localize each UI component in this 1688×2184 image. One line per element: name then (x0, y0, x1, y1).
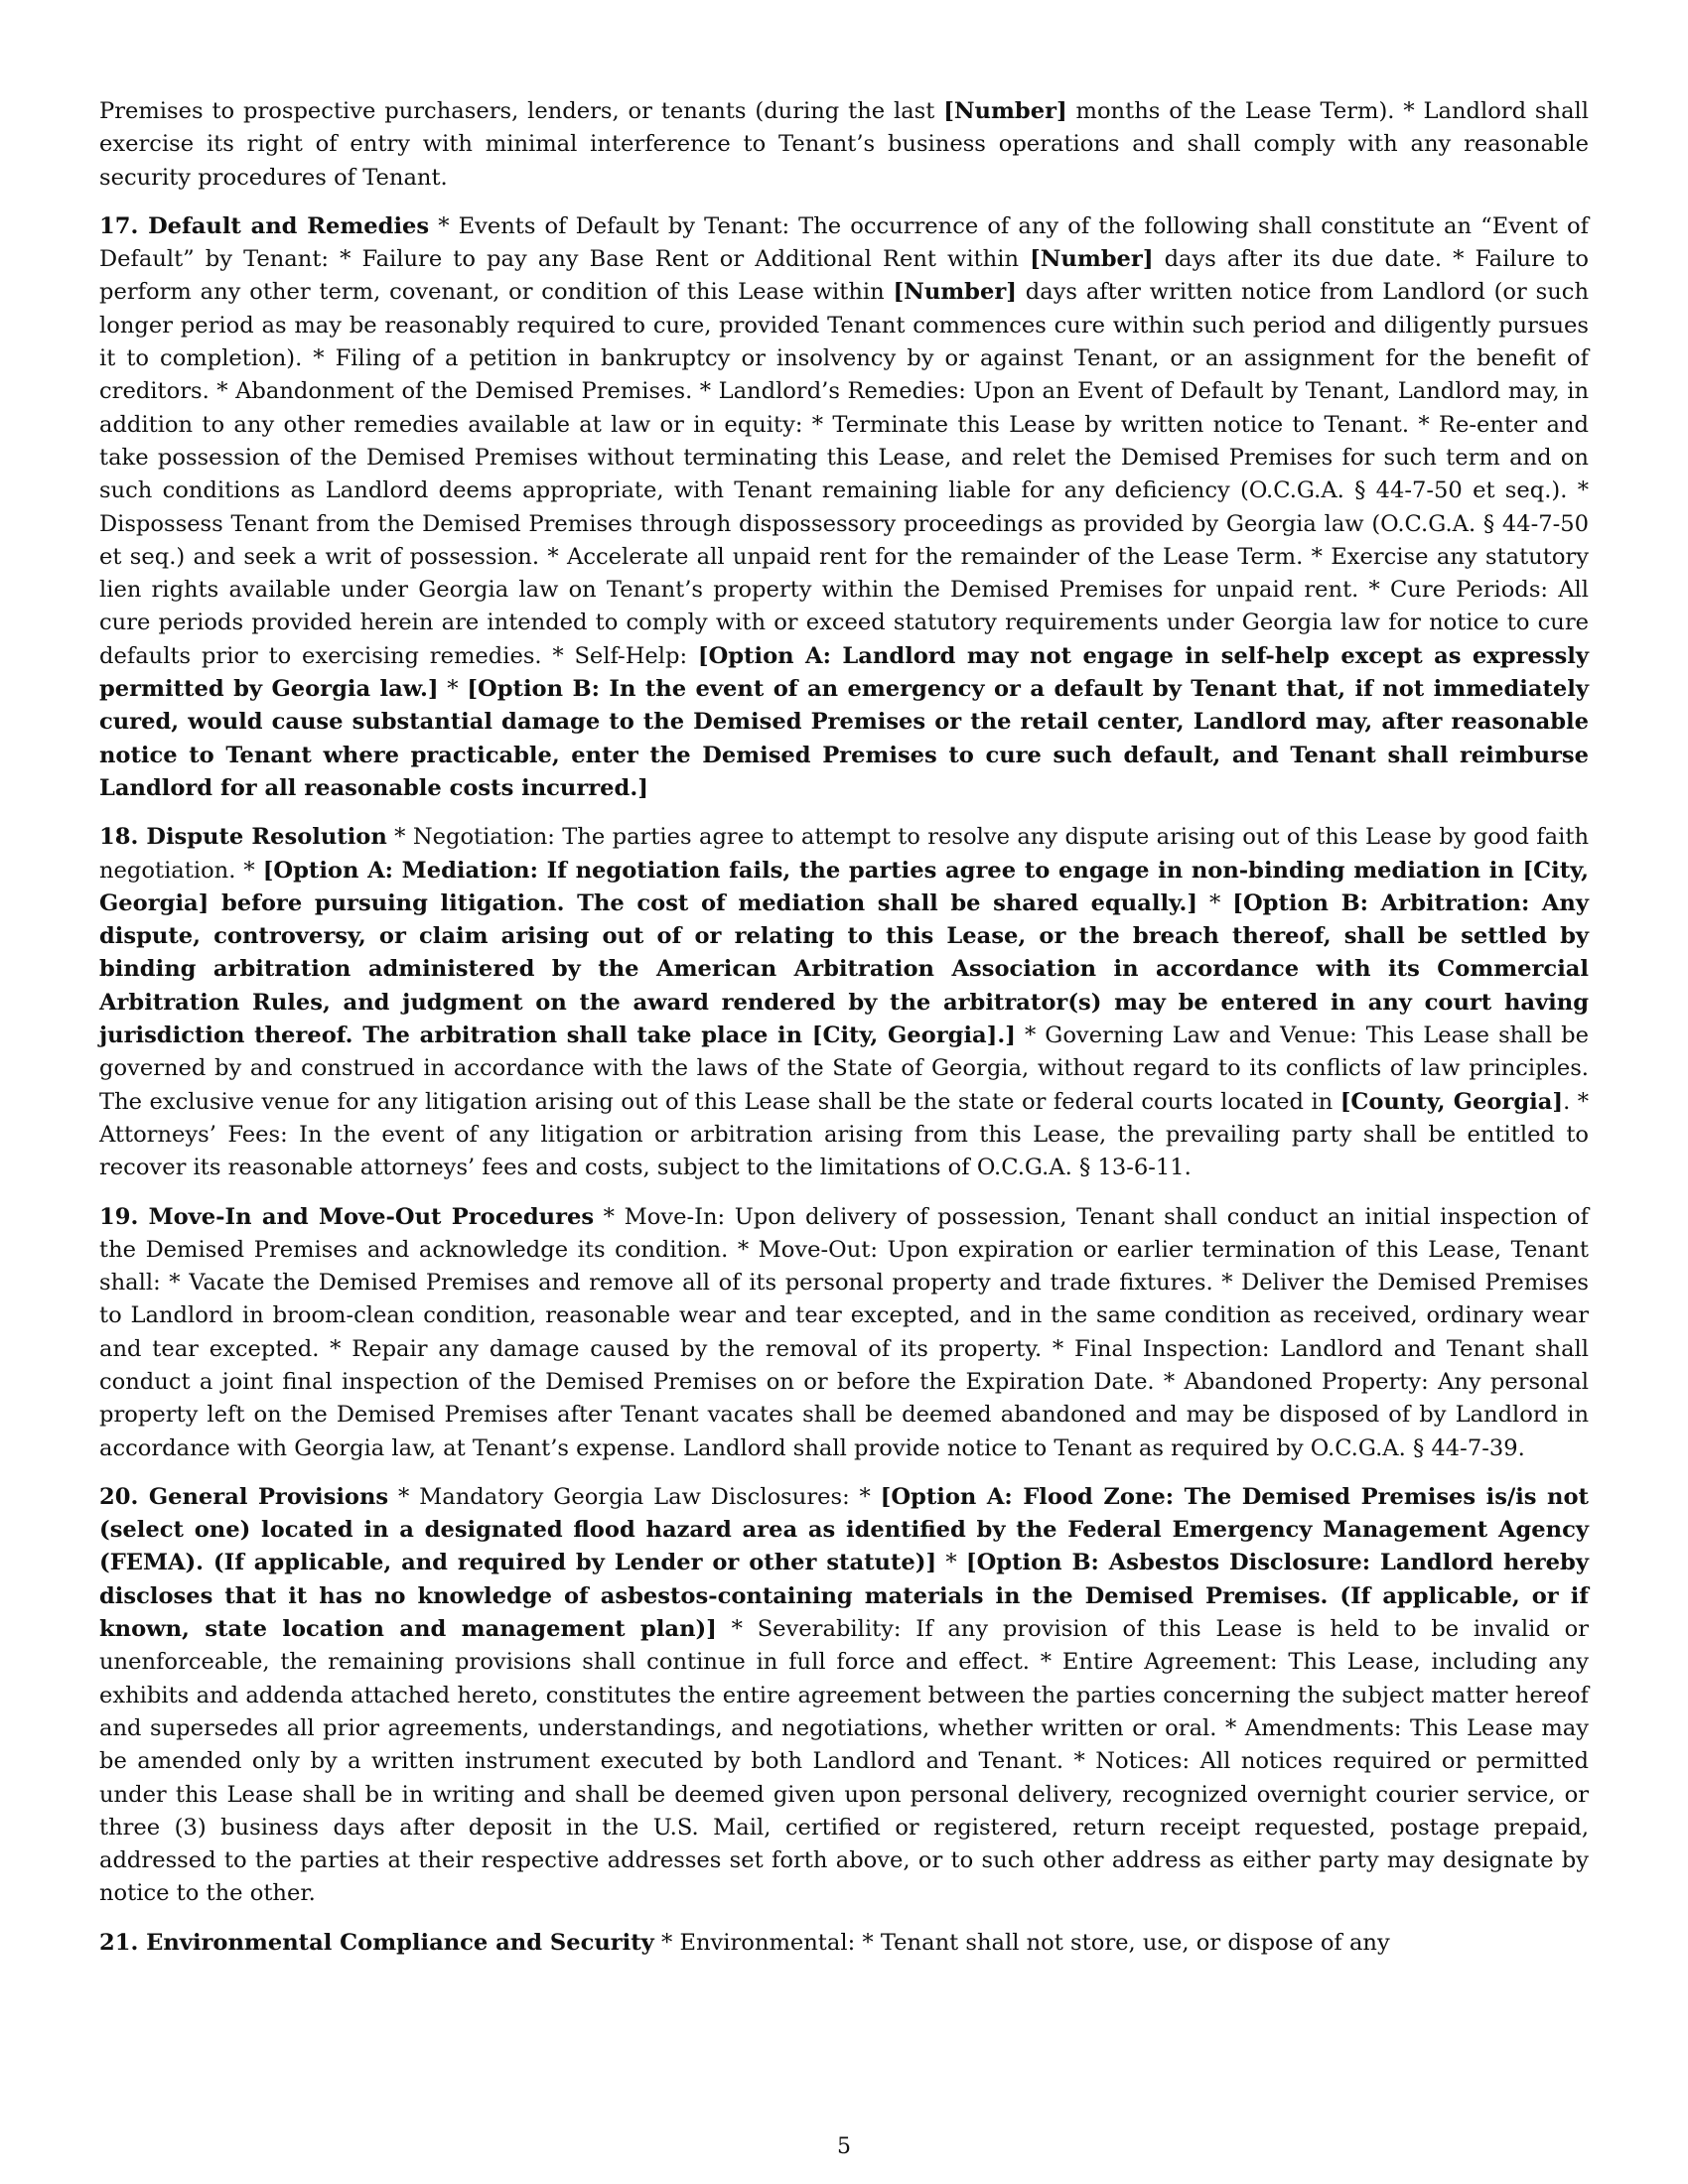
section-17 (99, 210, 1589, 805)
text-run: * (438, 676, 468, 703)
document-page (99, 95, 1589, 1976)
section-20 (99, 1481, 1589, 1911)
placeholder-number: [Number] (1030, 246, 1154, 273)
placeholder-number: [Number] (943, 98, 1067, 124)
text-run: * Environmental: * Tenant shall not store, use, or dispose of any (653, 1929, 1390, 1956)
placeholder-county: [County, Georgia] (1339, 1088, 1564, 1115)
option-a-text: [Option A: Mediation: If negotiation fails, the parties agree to engage in non-binding mediation in [City, Georgia] before pursuing litigation. The cost of mediation shall be shared equally.] (99, 857, 1589, 916)
section-heading: 21. Environmental Compliance and Security (99, 1929, 654, 1956)
text-run: * Mandatory Georgia Law Disclosures: * (388, 1483, 881, 1510)
text-run: * Severability: If any provision of this Lease is held to be invalid or unenforceable, the remaining provisions shall continue in full force and effect. * Entire Agreement: This Lease, including any exhibits and addenda attached hereto, constitutes the entire agreement between the parties concerning the subject matter hereof and supersedes all prior agreements, understandings, and negotiations, whether written or oral. * Amendments: This Lease may be amended only by a written instrument executed by both Landlord and Tenant. * Notices: All notices required or permitted under this Lease shall be in writing and shall be deemed given upon personal delivery, recognized overnight courier service, or three (3) business days after deposit in the U.S. Mail, certified or registered, return receipt requested, postage prepaid, addressed to the parties at their respective addresses set forth above, or to such other address as either party may designate by notice to the other. (99, 1616, 1589, 1907)
text-run: * Governing Law and Venue: This Lease shall be governed by and construed in accordance with the laws of the State of Georgia, without regard to its conflicts of law principles. The exclusive venue for any litigation arising out of this Lease shall be the state or federal courts located in (99, 1023, 1589, 1115)
section-heading: 20. General Provisions (99, 1483, 389, 1510)
section-19 (99, 1201, 1589, 1465)
text-run: * Events of Default by Tenant: The occurrence of any of the following shall constitute an “Event of Default” by Tenant: * Failure to pay any Base Rent or Additional Rent within (99, 212, 1590, 273)
section-heading: 18. Dispute Resolution (99, 824, 387, 851)
section-heading: 17. Default and Remedies (99, 212, 430, 239)
option-b-text: [Option B: Asbestos Disclosure: Landlord hereby discloses that it has no knowledge of asbestos-containing materials in the Demised Premises. (If applicable, or if known, state location and management plan)] (99, 1550, 1589, 1643)
text-run: * (936, 1550, 966, 1576)
text-run: * Move-In: Upon delivery of possession, Tenant shall conduct an initial inspection of the Demised Premises and acknowledge its condition. * Move-Out: Upon expiration or earlier termination of this Lease, Tenant shall: * Vacate the Demised Premises and remove all of its personal property and trade fixtures. * Deliver the Demised Premises to Landlord in broom-clean condition, reasonable wear and tear excepted, and in the same condition as received, ordinary wear and tear excepted. * Repair any damage caused by the removal of its property. * Final Inspection: Landlord and Tenant shall conduct a joint final inspection of the Demised Premises on or before the Expiration Date. * Abandoned Property: Any personal property left on the Demised Premises after Tenant vacates shall be deemed abandoned and may be disposed of by Landlord in accordance with Georgia law, at Tenant’s expense. Landlord shall provide notice to Tenant as required by O.C.G.A. § 44-7-39. (99, 1203, 1589, 1461)
option-a-text: [Option A: Landlord may not engage in self-help except as expressly permitted by Georgia law.] (99, 642, 1589, 703)
option-b-text: [Option B: Arbitration: Any dispute, controversy, or claim arising out of or relating to this Lease, or the breach thereof, shall be settled by binding arbitration administered by the American Arbitration Association in accordance with its Commercial Arbitration Rules, and judgment on the award rendered by the arbitrator(s) may be entered in any court having jurisdiction thereof. The arbitration shall take place in [City, Georgia].] (99, 889, 1589, 1049)
text-run: Premises to prospective purchasers, lenders, or tenants (during the last (99, 98, 944, 124)
section-18 (99, 821, 1589, 1184)
option-b-text: [Option B: In the event of an emergency or a default by Tenant that, if not immediately cured, would cause substantial damage to the Demised Premises or the retail center, Landlord may, after reasonable notice to Tenant where practicable, enter the Demised Premises to cure such default, and Tenant shall reimburse Landlord for all reasonable costs incurred.] (99, 676, 1589, 801)
text-run: . * Attorneys’ Fees: In the event of any litigation or arbitration arising from this Lease, the prevailing party shall be entitled to recover its reasonable attorneys’ fees and costs, subject to the limitations of O.C.G.A. § 13-6-11. (99, 1088, 1590, 1181)
section-heading: 19. Move-In and Move-Out Procedures (99, 1203, 595, 1230)
text-run: days after its due date. * Failure to perform any other term, covenant, or condition of this Lease within (99, 246, 1589, 306)
section-21 (99, 1927, 1589, 1960)
continuation-paragraph (99, 95, 1589, 195)
text-run: months of the Lease Term). * Landlord shall exercise its right of entry with minimal interference to Tenant’s business operations and shall comply with any reasonable security procedures of Tenant. (99, 98, 1589, 191)
text-run: * Negotiation: The parties agree to attempt to resolve any dispute arising out of this Lease by good faith negotiation. * (99, 824, 1589, 884)
text-run: days after written notice from Landlord (or such longer period as may be reasonably required to cure, provided Tenant commences cure within such period and diligently pursues it to completion). * Filing of a petition in bankruptcy or insolvency by or against Tenant, or an assignment for the benefit of creditors. * Abandonment of the Demised Premises. * Landlord’s Remedies: Upon an Event of Default by Tenant, Landlord may, in addition to any other remedies available at law or in equity: * Terminate this Lease by written notice to Tenant. * Re-enter and take possession of the Demised Premises without terminating this Lease, and relet the Demised Premises for such term and on such conditions as Landlord deems appropriate, with Tenant remaining liable for any deficiency (O.C.G.A. § 44-7-50 et seq.). * Dispossess Tenant from the Demised Premises through dispossessory proceedings as provided by Georgia law (O.C.G.A. § 44-7-50 et seq.) and seek a writ of possession. * Accelerate all unpaid rent for the remainder of the Lease Term. * Exercise any statutory lien rights available under Georgia law on Tenant’s property within the Demised Premises for unpaid rent. * Cure Periods: All cure periods provided herein are intended to comply with or exceed statutory requirements under Georgia law for notice to cure defaults prior to exercising remedies. * Self-Help: (99, 279, 1589, 669)
text-run: * (1197, 889, 1233, 916)
placeholder-number: [Number] (893, 279, 1017, 306)
option-a-text: [Option A: Flood Zone: The Demised Premises is/is not (select one) located in a designated flood hazard area as identified by the Federal Emergency Management Agency (FEMA). (If applicable, and required by Lender or other statute)] (99, 1483, 1589, 1576)
page-number: 5 (837, 2134, 851, 2159)
